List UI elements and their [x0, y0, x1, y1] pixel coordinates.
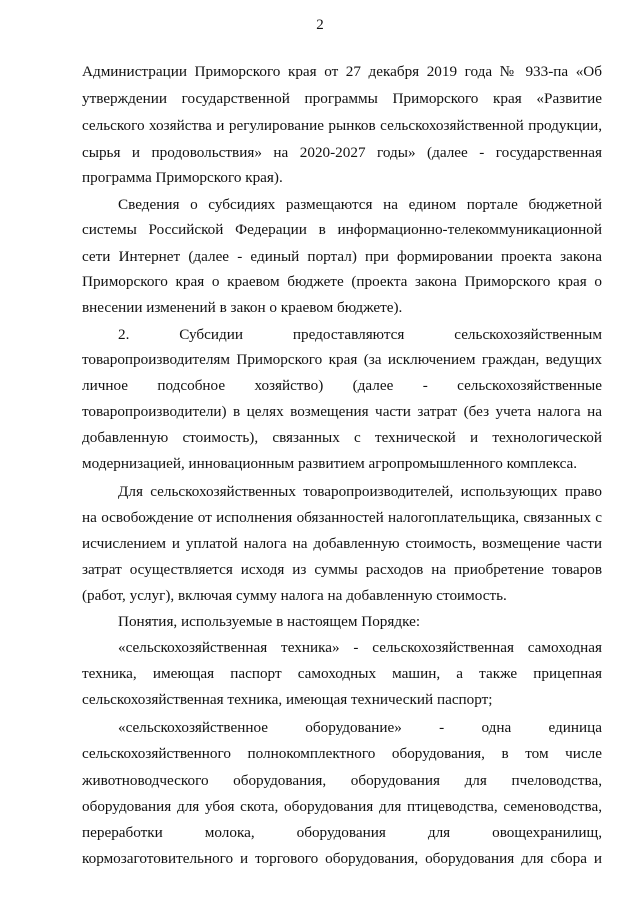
text-line: «сельскохозяйственная техника» - сельскохозяйственная самоходная — [118, 639, 602, 656]
text-line: сети Интернет (далее - единый портал) при формировании проекта закона — [82, 248, 602, 265]
text-line: программа Приморского края). — [82, 169, 283, 186]
text-line: Приморского края о краевом бюджете (проекта закона Приморского края о — [82, 273, 602, 290]
text-line: утверждении государственной программы Приморского края «Развитие — [82, 90, 602, 107]
text-line: кормозаготовительного и торгового оборудования, оборудования для сбора и — [82, 850, 602, 867]
text-line: исчислением и уплатой налога на добавленную стоимость, возмещение части — [82, 535, 602, 552]
text-line: сельскохозяйственная техника, имеющая технический паспорт; — [82, 691, 493, 708]
text-line: затрат осуществляется исходя из суммы расходов на приобретение товаров — [82, 561, 602, 578]
text-line: сельскохозяйственного полнокомплектного оборудования, в том числе — [82, 745, 602, 762]
text-line: сырья и продовольствия» на 2020-2027 годы» (далее - государственная — [82, 144, 602, 161]
text-line: товаропроизводителям Приморского края (за исключением граждан, ведущих — [82, 351, 602, 368]
text-line: техника, имеющая паспорт самоходных машин, а также прицепная — [82, 665, 602, 682]
text-line: «сельскохозяйственное оборудование» - одна единица — [118, 719, 602, 736]
page-number: 2 — [316, 17, 324, 33]
text-line: Понятия, используемые в настоящем Порядке: — [118, 613, 421, 630]
text-line: модернизацией, инновационным развитием агропромышленного комплекса. — [82, 455, 578, 472]
text-line: внесении изменений в закон о краевом бюджете). — [82, 299, 403, 316]
text-line: (работ, услуг), включая сумму налога на добавленную стоимость. — [82, 587, 507, 604]
text-line: добавленную стоимость), связанных с технической и технологической — [82, 429, 602, 446]
text-line: 2. Субсидии предоставляются сельскохозяйственным — [118, 326, 602, 343]
text-line: системы Российской Федерации в информационно-телекоммуникационной — [82, 221, 602, 238]
text-line: Администрации Приморского края от 27 декабря 2019 года № 933-па «Об — [82, 63, 602, 80]
text-line: животноводческого оборудования, оборудования для пчеловодства, — [82, 772, 602, 789]
text-line: Сведения о субсидиях размещаются на едином портале бюджетной — [118, 196, 602, 213]
text-line: оборудования для убоя скота, оборудования для птицеводства, семеноводства, — [82, 798, 602, 815]
text-line: личное подсобное хозяйство) (далее - сельскохозяйственные — [82, 377, 602, 394]
text-line: Для сельскохозяйственных товаропроизводителей, использующих право — [118, 483, 602, 500]
text-line: на освобождение от исполнения обязанностей налогоплательщика, связанных с — [82, 509, 602, 526]
text-line: сельского хозяйства и регулирование рынков сельскохозяйственной продукции, — [82, 117, 602, 134]
text-line: переработки молока, оборудования для овощехранилищ, — [82, 824, 602, 841]
text-line: товаропроизводители) в целях возмещения части затрат (без учета налога на — [82, 403, 602, 420]
